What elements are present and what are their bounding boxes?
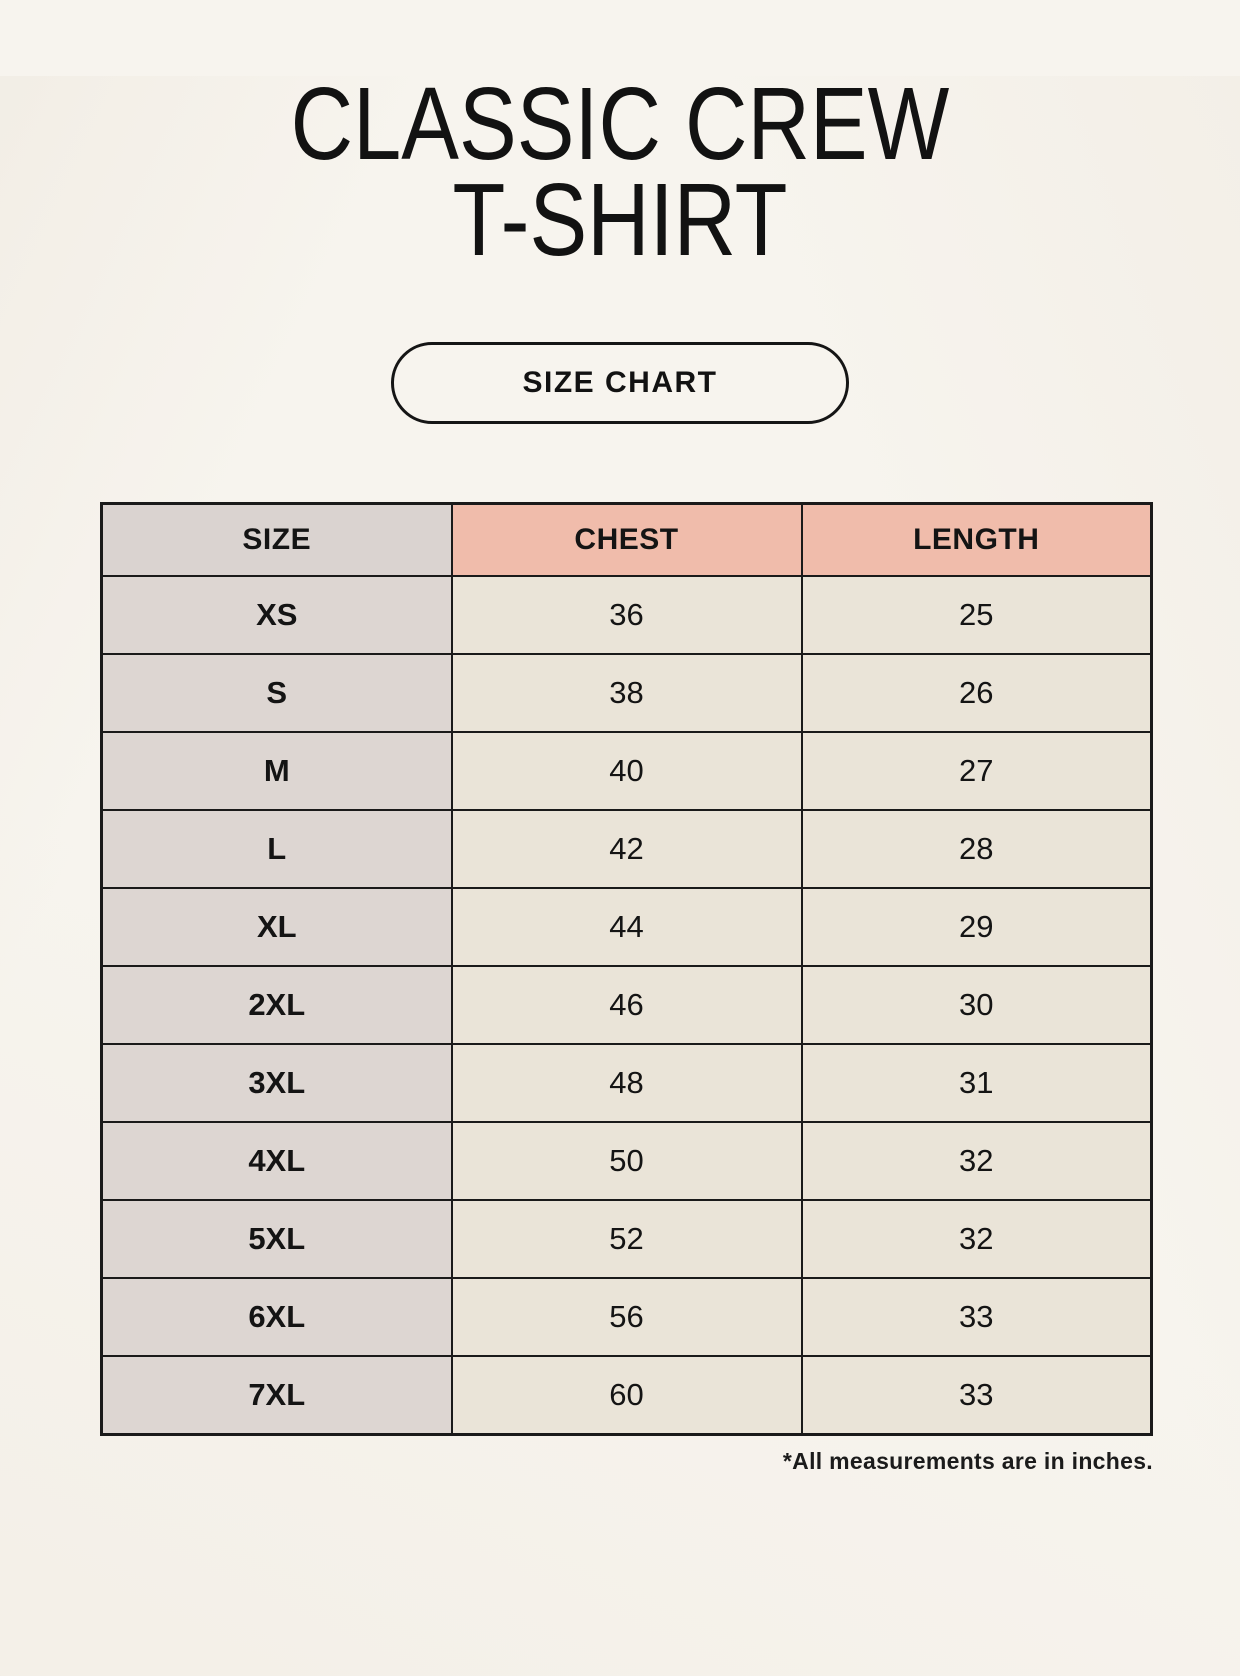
table-row: [102, 1278, 1152, 1356]
measurement-cell: 36: [452, 576, 802, 654]
column-header-chest: CHEST: [452, 503, 802, 576]
size-label-cell: 4XL: [102, 1122, 452, 1200]
measurement-cell: 31: [802, 1044, 1152, 1122]
measurement-cell: 33: [802, 1278, 1152, 1356]
measurement-cell: 44: [452, 888, 802, 966]
size-label-cell: L: [102, 810, 452, 888]
measurement-cell: 42: [452, 810, 802, 888]
measurement-cell: 50: [452, 1122, 802, 1200]
column-header-size: SIZE: [102, 503, 452, 576]
size-chart-page: [0, 66, 1240, 1475]
measurement-cell: 32: [802, 1122, 1152, 1200]
measurement-cell: 26: [802, 654, 1152, 732]
size-label-cell: S: [102, 654, 452, 732]
measurement-cell: 28: [802, 810, 1152, 888]
size-chart-badge-label: SIZE CHART: [522, 365, 718, 399]
size-label-cell: 3XL: [102, 1044, 452, 1122]
size-label-cell: M: [102, 732, 452, 810]
column-header-length: LENGTH: [802, 503, 1152, 576]
size-chart-table-head: [102, 503, 1152, 576]
measurement-cell: 32: [802, 1200, 1152, 1278]
measurement-cell: 56: [452, 1278, 802, 1356]
measurement-cell: 38: [452, 654, 802, 732]
table-row: [102, 1356, 1152, 1434]
size-label-cell: 2XL: [102, 966, 452, 1044]
size-chart-badge: [391, 342, 849, 424]
table-row: [102, 576, 1152, 654]
table-row: [102, 888, 1152, 966]
table-row: [102, 966, 1152, 1044]
measurement-cell: 27: [802, 732, 1152, 810]
measurement-cell: 60: [452, 1356, 802, 1434]
table-row: [102, 1044, 1152, 1122]
measurement-cell: 52: [452, 1200, 802, 1278]
size-chart-table: [100, 502, 1153, 1436]
table-row: [102, 732, 1152, 810]
size-label-cell: 5XL: [102, 1200, 452, 1278]
measurement-cell: 40: [452, 732, 802, 810]
measurement-cell: 29: [802, 888, 1152, 966]
header-row: [102, 503, 1152, 576]
table-row: [102, 810, 1152, 888]
measurement-cell: 46: [452, 966, 802, 1044]
size-label-cell: XS: [102, 576, 452, 654]
page-title-line-1: CLASSIC CREW: [290, 66, 950, 181]
measurement-cell: 48: [452, 1044, 802, 1122]
table-row: [102, 1122, 1152, 1200]
measurement-cell: 25: [802, 576, 1152, 654]
measurement-cell: 33: [802, 1356, 1152, 1434]
measurements-footnote: *All measurements are in inches.: [782, 1447, 1153, 1474]
size-label-cell: 6XL: [102, 1278, 452, 1356]
page-title: [0, 66, 1240, 277]
size-label-cell: 7XL: [102, 1356, 452, 1434]
size-label-cell: XL: [102, 888, 452, 966]
table-row: [102, 1200, 1152, 1278]
measurement-cell: 30: [802, 966, 1152, 1044]
table-row: [102, 654, 1152, 732]
page-title-line-2: T-SHIRT: [452, 161, 788, 277]
size-chart-table-body: [102, 576, 1152, 1434]
